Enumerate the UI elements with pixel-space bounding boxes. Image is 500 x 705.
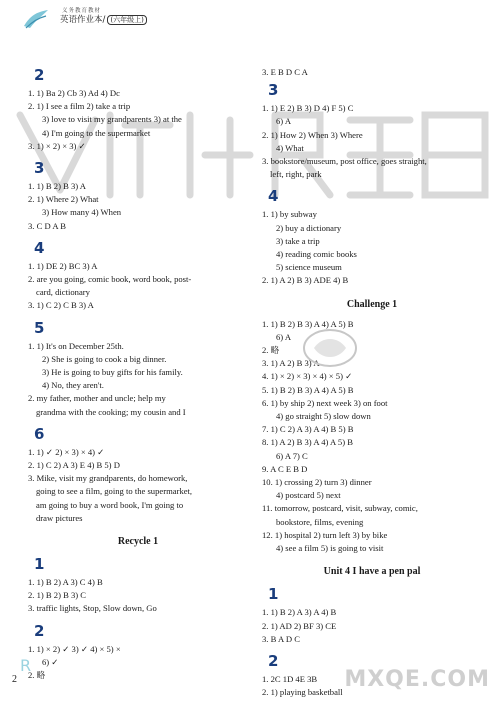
section-3 [28,159,248,233]
answer-line: 2. 1) AD 2) BF 3) CE [262,620,337,631]
answer-line: 4) see a film 5) is going to visit [276,543,384,554]
answer-line: 2) buy a dictionary [276,222,342,233]
section-4 [262,187,482,287]
answer-line: card, dictionary [36,287,90,298]
answer-line: 4) postcard 5) next [276,490,341,501]
answer-line: 3. C D A B [28,220,66,231]
answer-line: 5) science museum [276,262,342,273]
challenge-section [262,318,482,556]
answer-line: 2. 略 [262,345,280,356]
answer-line: 2. 1) I see a film 2) take a trip [28,101,131,112]
answer-line: 6) A 7) C [276,450,308,461]
answer-line: going to see a film, going to the supermarket, [36,486,193,497]
section-number: 1 [34,555,45,574]
section-number: 3 [268,81,279,100]
answer-line: 3. B A D C [262,633,300,644]
book-title [60,15,147,25]
answer-line: 7. 1) C 2) A 3) A 4) B 5) B [262,424,354,435]
answer-line: 4) go straight 5) slow down [276,411,371,422]
edition-badge: (六年级上) [107,15,146,25]
answer-line: 3) How many 4) When [42,207,122,218]
answer-line: 2. 略 [28,670,46,681]
section-4 [28,239,248,313]
section-number: 6 [34,424,45,443]
answer-line: 4) reading comic books [276,249,357,260]
answer-line: 3. traffic lights, Stop, Slow down, Go [28,603,157,614]
answer-line: am going to buy a word book, I'm going to [36,499,184,510]
watermark-text: MXQE.COM [344,666,490,692]
answer-line: 1. 1) It's on December 25th. [28,340,124,351]
section-number: 2 [34,621,45,640]
answer-line: 3) He is going to buy gifts for his family. [42,367,183,378]
answer-line: 3) love to visit my grandparents 3) at the [42,114,182,125]
answer-line: 5. 1) B 2) B 3) A 4) A 5) B [262,384,354,395]
answer-line: 6) A [276,331,292,342]
recycle-title: Recycle 1 [117,536,159,548]
answer-line: 3. E B D C A [262,67,308,77]
answer-line: 11. tomorrow, postcard, visit, subway, comic, [262,503,418,514]
unit-section-1 [262,585,482,646]
section-number: 2 [268,651,279,670]
answer-line: 2. 1) C 2) A 3) E 4) B 5) D [28,460,120,471]
answer-line: 1. 1) ✓ 2) × 3) × 4) ✓ [28,446,105,457]
answer-line: 1. 1) × 2) ✓ 3) ✓ 4) × 5) × [28,643,121,654]
page-number: 2 [12,673,17,685]
answer-line: grandma with the cooking; my cousin and I [36,406,186,417]
book-logo-icon [22,8,50,30]
answer-line: 1. 2C 1D 4E 3B [262,673,318,684]
answer-line: 1. 1) B 2) A 3) A 4) B [262,607,337,618]
page-header [22,6,478,30]
section-number: 5 [34,318,45,337]
recycle-section-1 [28,555,248,616]
answer-line: 6) ✓ [42,656,59,667]
challenge-title: Challenge 1 [346,298,398,310]
answer-line: 3. 1) A 2) B 3) A [262,358,320,369]
section-number: 4 [268,187,279,206]
section-number: 1 [268,585,279,604]
section-number: 4 [34,238,45,257]
answer-line: 3. Mike, visit my grandparents, do homework, [28,473,188,484]
answer-line: 12. 1) hospital 2) turn left 3) by bike [262,529,388,540]
answer-line: 9. A C E B D [262,463,308,474]
right-column [262,66,482,705]
section-number: 2 [34,66,45,84]
answer-line: 6) A [276,116,292,127]
answer-line: 2. 1) Where 2) What [28,194,99,205]
section-3 [262,81,482,181]
answer-line: 2. 1) B 2) B 3) C [28,590,87,601]
answer-line: 1. 1) B 2) B 3) A [28,181,87,192]
section-2 [28,66,248,153]
section-5 [28,319,248,419]
answer-line: 10. 1) crossing 2) turn 3) dinner [262,477,372,488]
answer-line: 4. 1) × 2) × 3) × 4) × 5) ✓ [262,371,353,382]
answer-line: 2) She is going to cook a big dinner. [42,353,167,364]
answer-line: 8. 1) A 2) B 3) A 4) A 5) B [262,437,353,448]
answer-line: 6. 1) by ship 2) next week 3) on foot [262,397,388,408]
book-title-text: 英语作业本/ [60,15,106,25]
series-text: 义务教育教材 [62,8,102,14]
answer-line: 1. 1) DE 2) BC 3) A [28,260,98,271]
answer-line: 3. 1) × 2) × 3) ✓ [28,140,86,151]
answer-line: 3. bookstore/museum, post office, goes straight, [262,156,427,167]
answer-line: 4) What [276,142,304,153]
answer-line: 1. 1) E 2) B 3) D 4) F 5) C [262,103,354,114]
answer-line: 3) take a trip [276,235,320,246]
corner-mark: R [20,655,32,675]
answer-line: draw pictures [36,512,83,523]
answer-line: 4) I'm going to the supermarket [42,127,151,138]
left-column [28,64,248,688]
answer-line: left, right, park [270,169,322,180]
answer-line: bookstore, films, evening [276,516,364,527]
answer-line: 1. 1) B 2) B 3) A 4) A 5) B [262,318,354,329]
unit-title: Unit 4 I have a pen pal [323,566,421,578]
answer-line: 2. my father, mother and uncle; help my [28,393,166,404]
answer-line: 2. 1) A 2) B 3) ADE 4) B [262,275,349,286]
answer-line: 4) No, they aren't. [42,380,104,391]
section-6 [28,425,248,525]
answer-line: 2. 1) playing basketball [262,687,343,698]
section-number: 3 [34,159,45,178]
recycle-section-2 [28,622,248,683]
answer-line: 2. 1) How 2) When 3) Where [262,129,363,140]
answer-line: 2. are you going, comic book, word book, post- [28,274,192,285]
answer-line: 3. 1) C 2) C B 3) A [28,300,94,311]
answer-line: 1. 1) Ba 2) Cb 3) Ad 4) Dc [28,88,120,98]
answer-line: 1. 1) B 2) A 3) C 4) B [28,577,103,588]
answer-line: 1. 1) by subway [262,209,317,220]
